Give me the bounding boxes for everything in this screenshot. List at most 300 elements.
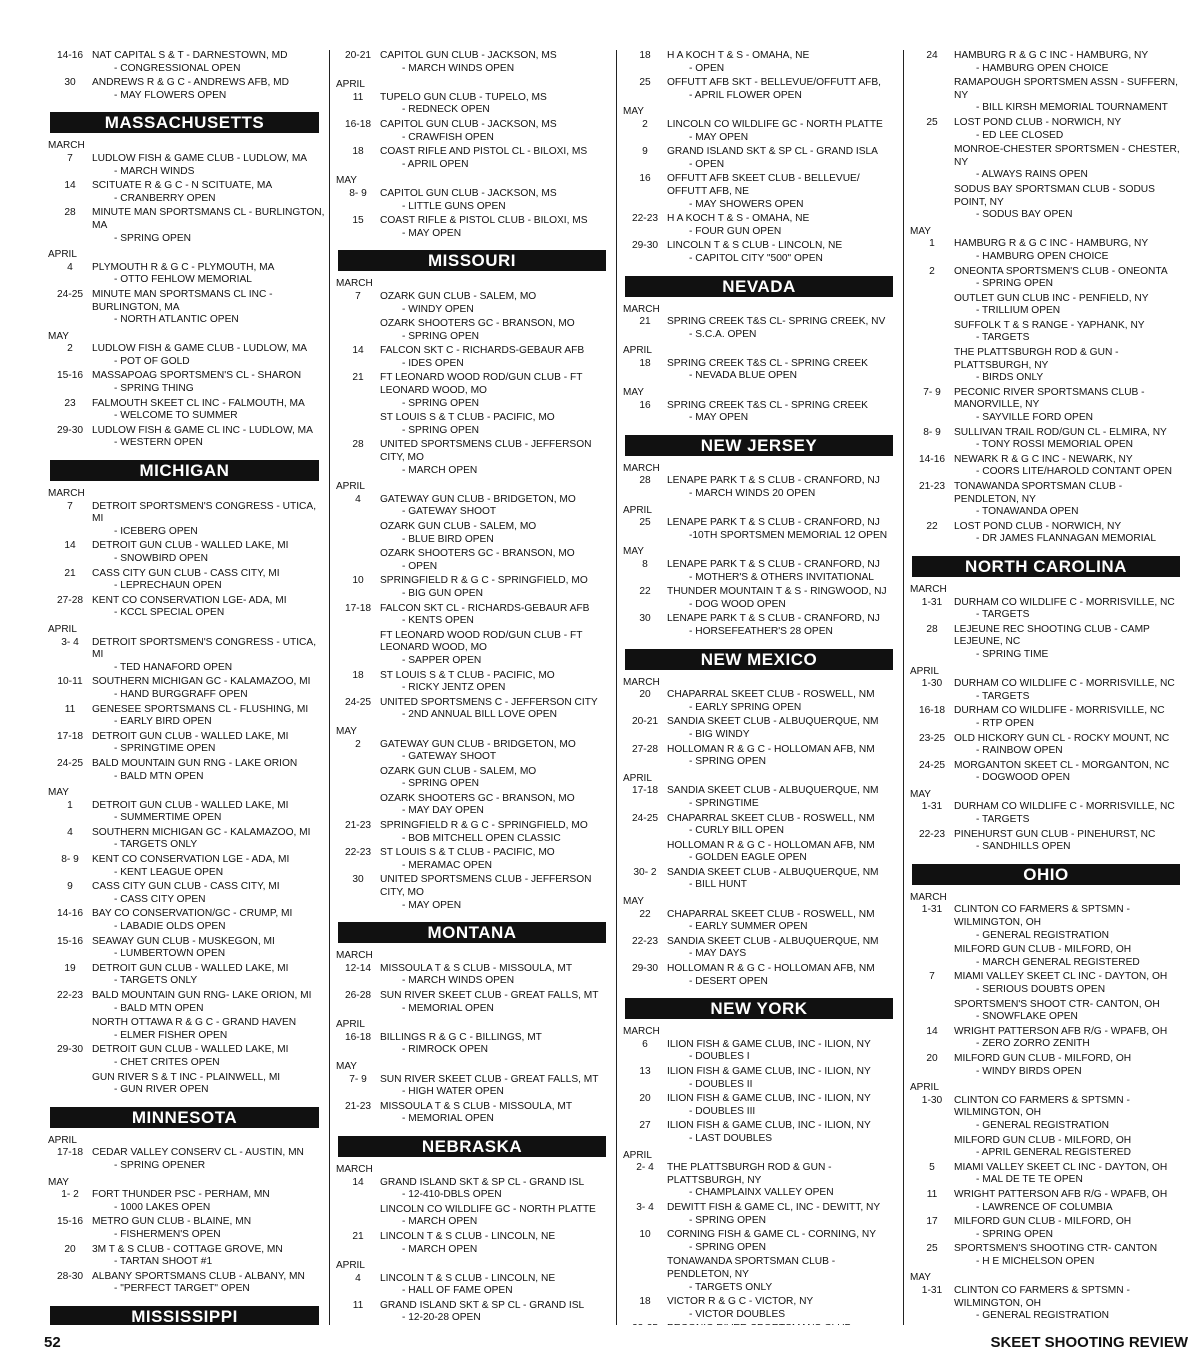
event-date: 28 — [639, 475, 651, 487]
event-row — [336, 793, 612, 818]
event-row — [910, 347, 1186, 385]
event-row — [910, 1189, 1186, 1214]
event-title: - SPRING THING — [114, 383, 194, 395]
event-title: - BALD MTN OPEN — [114, 1002, 204, 1014]
event-club: CHAPARRAL SKEET CLUB - ROSWELL, NM — [667, 908, 875, 920]
event-date: 1- 2 — [61, 1189, 79, 1201]
event-date: 14 — [352, 345, 364, 357]
event-text — [92, 50, 325, 75]
event-row — [336, 1231, 612, 1256]
event-title: - TONY ROSSI MEMORIAL OPEN — [976, 439, 1133, 451]
event-date: 20-21 — [344, 50, 372, 61]
event-club: COAST RIFLE AND PISTOL CL - BILOXI, MS — [380, 146, 588, 158]
event-row — [623, 119, 899, 144]
event-row — [910, 320, 1186, 345]
event-club: SULLIVAN TRAIL ROD/GUN CL - ELMIRA, NY — [954, 426, 1167, 438]
event-row — [336, 412, 612, 437]
event-club: SPORTSMEN'S SHOOT CTR- CANTON, OH — [954, 998, 1160, 1010]
event-title: - WELCOME TO SUMMER — [114, 410, 238, 422]
event-title: - RAINBOW OPEN — [976, 745, 1063, 757]
month-label: MARCH — [336, 950, 373, 962]
month-label: MARCH — [48, 140, 85, 152]
event-title: - MARCH WINDS — [114, 165, 195, 177]
event-title: - MOTHER'S & OTHERS INVITATIONAL — [689, 571, 874, 583]
event-title: - FISHERMEN'S OPEN — [114, 1228, 221, 1240]
event-title: - MAY DAYS — [689, 948, 747, 960]
event-date: 18 — [352, 146, 364, 158]
event-club: BILLINGS R & G C - BILLINGS, MT — [380, 1031, 542, 1043]
event-title: - NEVADA BLUE OPEN — [689, 370, 797, 382]
event-club: FALMOUTH SKEET CL INC - FALMOUTH, MA — [92, 397, 305, 409]
event-club: UNITED SPORTSMENS CLUB - JEFFERSON CITY, MO — [380, 874, 592, 899]
event-text — [954, 1162, 1186, 1187]
event-title: - MARCH OPEN — [402, 1216, 478, 1228]
event-text — [380, 548, 612, 573]
event-row — [336, 119, 612, 144]
event-date: 14 — [64, 540, 76, 552]
page-number: 52 — [44, 1334, 61, 1351]
event-text — [92, 758, 325, 783]
event-row — [623, 1323, 899, 1325]
event-date: 28-30 — [56, 1270, 84, 1282]
event-text — [92, 1271, 325, 1296]
month-label: MARCH — [910, 583, 947, 595]
event-title: - 2ND ANNUAL BILL LOVE OPEN — [402, 709, 557, 721]
event-date: 24 — [926, 50, 938, 61]
event-date: 1-31 — [921, 801, 943, 813]
event-date: 5 — [929, 1161, 935, 1173]
event-title: - MARCH WINDS 20 OPEN — [689, 488, 816, 500]
event-row — [910, 1216, 1186, 1241]
event-club: BALD MOUNTAIN GUN RNG - LAKE ORION — [92, 757, 298, 769]
event-title: - TRILLIUM OPEN — [976, 305, 1061, 317]
event-club: FORT THUNDER PSC - PERHAM, MN — [92, 1189, 270, 1201]
event-club: CLINTON CO FARMERS & SPTSMN - WILMINGTON, OH — [954, 904, 1130, 929]
event-date: 12-14 — [344, 962, 372, 974]
month-label: APRIL — [336, 481, 365, 493]
event-club: ILION FISH & GAME CLUB, INC - ILION, NY — [667, 1066, 871, 1077]
event-row — [336, 1204, 612, 1229]
event-date: 17-18 — [56, 730, 84, 742]
event-row — [48, 1244, 325, 1269]
event-text — [380, 697, 612, 722]
event-row — [623, 50, 899, 75]
event-date: 10 — [352, 575, 364, 587]
event-title: - 1000 LAKES OPEN — [114, 1201, 211, 1213]
event-title: - OPEN — [689, 62, 725, 74]
event-date: 24-25 — [631, 812, 659, 824]
month-label: APRIL — [336, 1019, 365, 1031]
event-club: GATEWAY GUN CLUB - BRIDGETON, MO — [380, 493, 576, 505]
event-row — [910, 238, 1186, 263]
state-heading: NORTH CAROLINA — [912, 556, 1180, 577]
state-heading: NEVADA — [625, 276, 893, 297]
event-row — [623, 1229, 899, 1254]
event-text — [380, 1273, 612, 1298]
page-footer — [44, 1334, 1188, 1351]
event-text — [380, 1231, 612, 1256]
event-row — [910, 760, 1186, 785]
event-text — [667, 559, 899, 584]
event-date — [910, 944, 954, 969]
event-club: LENAPE PARK T & S CLUB - CRANFORD, NJ — [667, 559, 880, 570]
event-club: OZARK GUN CLUB - SALEM, MO — [380, 290, 537, 302]
event-club: OFFUTT AFB SKT - BELLEVUE/OFFUTT AFB, — [667, 77, 881, 89]
event-date: 10 — [639, 1229, 651, 1241]
event-club: LINCOLN CO WILDLIFE GC - NORTH PLATTE — [667, 118, 883, 130]
month-label: APRIL — [623, 1149, 652, 1161]
event-club: DURHAM CO WILDLIFE C - MORRISVILLE, NC — [954, 801, 1175, 813]
event-date — [910, 184, 954, 222]
event-title: - MAY OPEN — [402, 899, 462, 911]
event-row — [910, 829, 1186, 854]
event-title: - MARCH WINDS OPEN — [402, 975, 515, 987]
event-text — [92, 990, 325, 1015]
event-date: 2- 4 — [636, 1162, 654, 1174]
month-label: APRIL — [910, 1082, 939, 1094]
event-text — [954, 1053, 1186, 1078]
event-row — [623, 613, 899, 638]
event-date: 16-18 — [344, 118, 372, 130]
event-title: - GUN RIVER OPEN — [114, 1084, 209, 1096]
event-title: - HAMBURG OPEN CHOICE — [976, 250, 1109, 262]
event-club: OZARK SHOOTERS GC - BRANSON, MO — [380, 318, 575, 330]
event-date: 8- 9 — [923, 426, 941, 438]
month-label: APRIL — [48, 249, 77, 261]
event-title: - SPRING OPEN — [402, 330, 479, 342]
event-row — [48, 1147, 325, 1172]
event-club: HOLLOMAN R & G C - HOLLOMAN AFB, NM — [667, 743, 875, 755]
event-text — [380, 439, 612, 477]
event-text — [92, 1244, 325, 1269]
event-title: - KENT LEAGUE OPEN — [114, 866, 224, 878]
event-text — [954, 801, 1186, 826]
event-row — [48, 854, 325, 879]
event-text — [380, 291, 612, 316]
event-row — [336, 548, 612, 573]
event-title: - MEMORIAL OPEN — [402, 1002, 494, 1014]
month-label: APRIL — [336, 79, 365, 91]
event-text — [667, 316, 899, 341]
event-text — [954, 944, 1186, 969]
event-title: - TARGETS — [976, 814, 1030, 826]
event-date — [336, 412, 380, 437]
event-text — [380, 215, 612, 240]
event-row — [623, 240, 899, 265]
event-club: GRAND ISLAND SKT & SP CL - GRAND ISLA — [667, 146, 878, 158]
event-text — [92, 568, 325, 593]
event-row — [336, 874, 612, 912]
event-club: CASS CITY GUN CLUB - CASS CITY, MI — [92, 567, 280, 579]
event-date: 20 — [639, 1093, 651, 1105]
event-row — [48, 1044, 325, 1069]
event-club: H A KOCH T & S - OMAHA, NE — [667, 50, 810, 61]
event-text — [954, 454, 1186, 479]
event-title: - LEPRECHAUN OPEN — [114, 580, 222, 592]
event-club: GUN RIVER S & T INC - PLAINWELL, MI — [92, 1071, 281, 1083]
event-date: 18 — [639, 357, 651, 369]
event-text — [380, 670, 612, 695]
month-label: MAY — [48, 330, 69, 342]
event-text — [92, 704, 325, 729]
event-date: 1 — [929, 238, 935, 250]
event-text — [667, 1066, 899, 1091]
event-date: 8- 9 — [61, 854, 79, 866]
event-title: - H E MICHELSON OPEN — [976, 1255, 1095, 1267]
event-row — [910, 454, 1186, 479]
event-text — [92, 731, 325, 756]
event-date: 16-18 — [918, 705, 946, 717]
event-title: - SODUS BAY OPEN — [976, 209, 1073, 221]
event-row — [623, 1120, 899, 1145]
event-text — [667, 358, 899, 383]
event-row — [48, 153, 325, 178]
event-date — [910, 77, 954, 115]
month-label: APRIL — [48, 1134, 77, 1146]
event-club: SOUTHERN MICHIGAN GC - KALAMAZOO, MI — [92, 826, 311, 838]
state-heading: MICHIGAN — [50, 460, 319, 481]
event-row — [910, 971, 1186, 996]
event-date: 7 — [67, 500, 73, 512]
event-date: 24-25 — [56, 757, 84, 769]
event-club: LUDLOW FISH & GAME CLUB - LUDLOW, MA — [92, 152, 308, 164]
event-date: 27 — [639, 1120, 651, 1132]
event-row — [623, 867, 899, 892]
event-text — [954, 1095, 1186, 1133]
event-club: HAMBURG R & G C INC - HAMBURG, NY — [954, 50, 1149, 61]
event-text — [380, 1300, 612, 1325]
event-club: LINCOLN T & S CLUB - LINCOLN, NE — [380, 1230, 556, 1242]
event-club: KENT CO CONSERVATION LGE- ADA, MI — [92, 594, 287, 606]
event-club: DETROIT GUN CLUB - WALLED LAKE, MI — [92, 730, 289, 742]
event-date: 22 — [639, 586, 651, 598]
event-title: - WINDY OPEN — [402, 303, 474, 315]
event-date: 7- 9 — [923, 386, 941, 398]
event-club: NEWARK R & G C INC - NEWARK, NY — [954, 453, 1133, 465]
event-text — [954, 1285, 1186, 1323]
event-row — [336, 215, 612, 240]
event-title: - BALD MTN OPEN — [114, 770, 204, 782]
event-text — [380, 575, 612, 600]
event-club: ILION FISH & GAME CLUB, INC - ILION, NY — [667, 1120, 871, 1132]
event-title: - BILL HUNT — [689, 879, 747, 891]
month-label: MAY — [623, 896, 644, 908]
event-club: DURHAM CO WILDLIFE C - MORRISVILLE, NC — [954, 596, 1175, 608]
event-row — [48, 1072, 325, 1097]
event-title: - TARGETS ONLY — [114, 975, 198, 987]
event-title: - HAMBURG OPEN CHOICE — [976, 62, 1109, 74]
event-text — [92, 800, 325, 825]
event-row — [336, 847, 612, 872]
event-date: 16 — [639, 399, 651, 411]
event-text — [92, 207, 325, 245]
event-club: HOLLOMAN R & G C - HOLLOMAN AFB, NM — [667, 963, 875, 975]
event-row — [48, 207, 325, 245]
event-title: - MARCH OPEN — [402, 1243, 478, 1255]
event-club: CAPITOL GUN CLUB - JACKSON, MS — [380, 50, 557, 61]
event-title: - DESERT OPEN — [689, 975, 768, 987]
event-date: 27-28 — [56, 594, 84, 606]
event-row — [48, 540, 325, 565]
event-title: - APRIL OPEN — [402, 158, 469, 170]
event-title: - CURLY BILL OPEN — [689, 825, 784, 837]
event-row — [623, 586, 899, 611]
event-club: LENAPE PARK T & S CLUB - CRANFORD, NJ — [667, 475, 880, 487]
event-date: 2 — [929, 265, 935, 277]
event-title: - NORTH ATLANTIC OPEN — [114, 314, 239, 326]
event-text — [667, 716, 899, 741]
event-row — [336, 575, 612, 600]
event-club: UNITED SPORTSMENS C - JEFFERSON CITY — [380, 696, 598, 708]
event-club: RAMAPOUGH SPORTSMEN ASSN - SUFFERN, NY — [954, 77, 1178, 101]
event-club: OZARK GUN CLUB - SALEM, MO — [380, 521, 537, 532]
event-date: 7 — [67, 152, 73, 164]
event-text — [954, 1216, 1186, 1241]
event-date: 14 — [926, 1025, 938, 1037]
event-text — [92, 1216, 325, 1241]
event-club: PECONIC RIVER SPORTSMANS CLUB - MANORVILLE, NY — [954, 386, 1145, 411]
event-row — [48, 963, 325, 988]
event-text — [667, 517, 899, 542]
event-row — [623, 813, 899, 838]
event-date: 3- 4 — [61, 636, 79, 648]
month-label: APRIL — [623, 345, 652, 357]
event-title: - HIGH WATER OPEN — [402, 1086, 504, 1098]
event-text — [380, 630, 612, 668]
event-club: CASS CITY GUN CLUB - CASS CITY, MI — [92, 881, 280, 893]
event-club: SUN RIVER SKEET CLUB - GREAT FALLS, MT — [380, 1073, 599, 1085]
event-row — [48, 1017, 325, 1042]
event-title: - MAY OPEN — [689, 131, 749, 143]
event-text — [954, 77, 1186, 115]
month-label: MAY — [48, 787, 69, 799]
event-text — [954, 678, 1186, 703]
event-title: - SUMMERTIME OPEN — [114, 812, 222, 824]
event-club: DETROIT GUN CLUB - WALLED LAKE, MI — [92, 799, 289, 811]
event-date: 29-30 — [631, 240, 659, 252]
event-row — [910, 999, 1186, 1024]
event-text — [380, 847, 612, 872]
event-date: 20-21 — [631, 716, 659, 728]
event-title: - APRIL GENERAL REGISTERED — [976, 1147, 1131, 1159]
event-club: TONAWANDA SPORTSMAN CLUB - PENDLETON, NY — [954, 481, 1123, 505]
event-text — [380, 318, 612, 343]
event-club: TUPELO GUN CLUB - TUPELO, MS — [380, 91, 547, 103]
event-text — [92, 1044, 325, 1069]
event-date: 6 — [642, 1038, 648, 1050]
event-title: - IDES OPEN — [402, 357, 464, 369]
event-text — [954, 999, 1186, 1024]
event-title: - SPRING OPEN — [976, 1228, 1053, 1240]
event-date: 22-23 — [56, 990, 84, 1001]
event-row — [910, 1095, 1186, 1133]
event-date: 24-25 — [56, 288, 84, 300]
month-label: MAY — [48, 1176, 69, 1188]
event-row — [336, 92, 612, 117]
event-date: 15 — [352, 215, 364, 227]
event-title: - SPRING TIME — [976, 648, 1049, 660]
event-club: THE PLATTSBURGH ROD & GUN - PLATTSBURGH, NY — [954, 347, 1119, 371]
event-date — [48, 1072, 92, 1097]
event-title: - RIMROCK OPEN — [402, 1044, 489, 1056]
event-title: - LUMBERTOWN OPEN — [114, 948, 226, 960]
event-text — [92, 637, 325, 675]
event-title: - SPRING OPEN — [976, 278, 1053, 290]
event-club: CAPITOL GUN CLUB - JACKSON, MS — [380, 187, 557, 199]
event-row — [336, 318, 612, 343]
event-text — [954, 1189, 1186, 1214]
event-text — [380, 494, 612, 519]
event-text — [92, 343, 325, 368]
event-title: - GENERAL REGISTRATION — [976, 1119, 1110, 1131]
event-date: 22-23 — [918, 828, 946, 840]
event-club: SANDIA SKEET CLUB - ALBUQUERQUE, NM — [667, 866, 879, 878]
event-row — [336, 630, 612, 668]
event-club: FALCON SKT CL - RICHARDS-GEBAUR AFB — [380, 602, 590, 614]
event-club: GENESEE SPORTSMANS CL - FLUSHING, MI — [92, 703, 309, 715]
event-title: - APRIL FLOWER OPEN — [689, 89, 802, 101]
event-title: - KENTS OPEN — [402, 615, 474, 627]
month-label: MAY — [336, 725, 357, 737]
state-heading: MISSISSIPPI — [50, 1306, 319, 1325]
event-text — [954, 266, 1186, 291]
event-text — [92, 501, 325, 539]
month-label: APRIL — [623, 772, 652, 784]
event-date: 24-25 — [344, 696, 372, 708]
event-row — [910, 944, 1186, 969]
event-row — [48, 425, 325, 450]
event-row — [910, 1053, 1186, 1078]
month-label: MAY — [623, 106, 644, 118]
event-title: - "PERFECT TARGET" OPEN — [114, 1283, 250, 1295]
month-label: APRIL — [623, 504, 652, 516]
event-row — [48, 595, 325, 620]
event-title: - CASS CITY OPEN — [114, 893, 206, 905]
event-row — [623, 1202, 899, 1227]
event-text — [92, 289, 325, 327]
event-title: - FOUR GUN OPEN — [689, 225, 782, 237]
event-title: - CHAMPLAINX VALLEY OPEN — [689, 1187, 834, 1199]
event-text — [380, 345, 612, 370]
event-row — [910, 50, 1186, 75]
event-date: 21-23 — [344, 820, 372, 832]
event-row — [623, 936, 899, 961]
event-date: 26-28 — [344, 990, 372, 1001]
event-row — [336, 521, 612, 546]
event-date — [623, 1256, 667, 1294]
event-title: - REDNECK OPEN — [402, 104, 490, 116]
event-club: WRIGHT PATTERSON AFB R/G - WPAFB, OH — [954, 1188, 1168, 1200]
event-title: - SPRING OPEN — [689, 756, 766, 768]
event-title: - TONAWANDA OPEN — [976, 506, 1079, 518]
event-text — [92, 398, 325, 423]
event-title: - S.C.A. OPEN — [689, 328, 757, 340]
event-date — [336, 318, 380, 343]
event-club: ONEONTA SPORTSMEN'S CLUB - ONEONTA — [954, 265, 1168, 277]
event-date: 14-16 — [918, 453, 946, 465]
event-date — [910, 320, 954, 345]
event-text — [667, 1093, 899, 1118]
event-title: - TARTAN SHOOT #1 — [114, 1256, 213, 1268]
month-label: MARCH — [623, 1026, 660, 1038]
event-club: CORNING FISH & GAME CL - CORNING, NY — [667, 1229, 877, 1241]
event-row — [336, 1101, 612, 1126]
event-row — [336, 494, 612, 519]
event-text — [667, 475, 899, 500]
event-date — [623, 1323, 667, 1325]
event-row — [623, 744, 899, 769]
event-date: 7 — [355, 290, 361, 302]
